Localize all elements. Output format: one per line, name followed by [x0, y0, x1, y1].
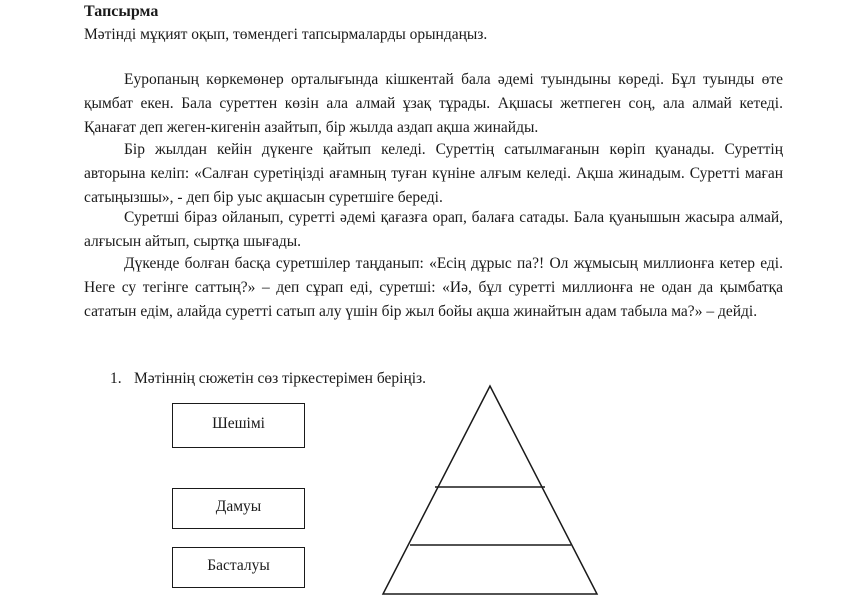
plot-box-development: Дамуы — [172, 488, 305, 529]
pyramid-outline — [383, 386, 597, 594]
story-paragraph: Дүкенде болған басқа суретшілер таңданып: «Есің дұрыс па?! Ол жұмысың миллионға кетер еді. Неге су тегінге саттың?» – деп сұрап еді, суретші: «Иә, бұл суретті миллионға не одан да қымбатқа сататын едім, алайда суретті сатып алу үшін бір жыл бойы ақша жинайтын адам табыла ма?» – дейді. — [84, 255, 783, 320]
plot-box-resolution: Шешімі — [172, 403, 305, 448]
story-paragraph: Бір жылдан кейін дүкенге қайтып келеді. Суреттің сатылмағанын көріп қуанады. Суреттің авторына келіп: «Салған суретіңізді ағамның туған күніне алғым келеді. Ақша жинадым. Суретті маған сатыңызшы», - деп бір уыс ақшасын суретшіге береді. — [84, 141, 783, 206]
plot-box-beginning: Басталуы — [172, 547, 305, 588]
story-paragraph: Суретші біраз ойланып, суретті әдемі қағазға орап, балаға сатады. Бала қуанышын жасыра алмай, алғысын айтып, сыртқа шығады. — [84, 209, 783, 250]
story-paragraph: Еуропаның көркемөнер орталығында кішкентай бала әдемі туындыны көреді. Бұл туынды өте қымбат екен. Бала суреттен көзін ала алмай ұзақ тұрады. Ақшасы жетпеген соң, ала алмай кетеді. Қанағат деп жеген-кигенін азайтып, бір жылда аздап ақша жинайды. — [84, 71, 783, 136]
instruction-text: Мәтінді мұқият оқып, төмендегі тапсырмаларды орындаңыз. — [84, 26, 488, 43]
task-heading: Тапсырма — [84, 3, 159, 20]
question-number: 1. — [110, 370, 122, 387]
question-text: Мәтіннің сюжетін сөз тіркестерімен беріңіз. — [134, 370, 427, 387]
